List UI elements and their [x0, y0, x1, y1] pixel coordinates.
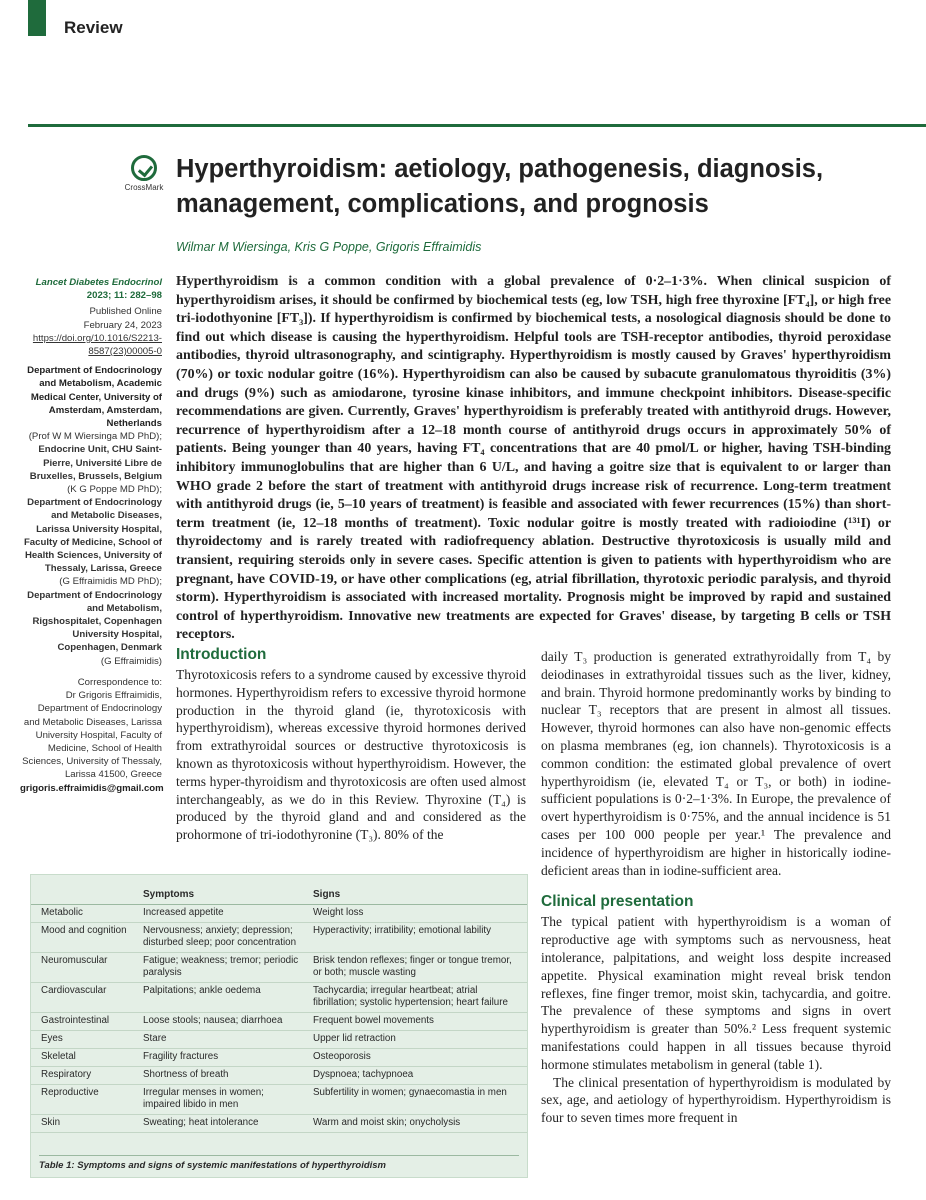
table-caption: [39, 1155, 519, 1171]
table-cell: Nervousness; anxiety; depression; disturbed sleep; poor concentration: [137, 923, 307, 953]
introduction-text: Thyrotoxicosis refers to a syndrome caused by excessive thyroid hormones. Hyperthyroidism refers to excessive thyroid hormone production in the thyroid gland (ie, thyrotoxicosis with hyperthyroidism), whereas excessive thyroid hormones derived from extrathyroidal sources or destructive thyrotoxicosis is known as thyrotoxicosis without hyperthyroidism. However, the terms hyper-thyroidism and thyrotoxicosis are often used almost interchangeably, as we do in this Review. Thyroxine (T₄) is produced by the thyroid gland and and considered as the prohormone of tri-iodothyronine (T₃). 80% of the: [176, 667, 526, 843]
section-color-tab: [28, 0, 46, 36]
table-cell: Shortness of breath: [137, 1067, 307, 1085]
affiliation: [20, 496, 162, 588]
table-cell: Dyspnoea; tachypnoea: [307, 1067, 527, 1085]
table-cell: Cardiovascular: [31, 983, 137, 1013]
table-cell: Weight loss: [307, 905, 527, 923]
table-cell: Neuromuscular: [31, 953, 137, 983]
table-row: [31, 923, 527, 953]
table-cell: Skeletal: [31, 1049, 137, 1067]
table-caption-label: Table 1:: [39, 1160, 75, 1171]
table-cell: Osteoporosis: [307, 1049, 527, 1067]
affiliation-person: (G Effraimidis): [100, 655, 162, 667]
table-cell: Loose stools; nausea; diarrhoea: [137, 1013, 307, 1031]
table-cell: Fragility fractures: [137, 1049, 307, 1067]
affiliation: [20, 364, 162, 443]
introduction-section: [176, 646, 526, 844]
table-cell: Tachycardia; irregular heartbeat; atrial fibrillation; systolic hypertension; heart failure: [307, 983, 527, 1013]
journal-name: Lancet Diabetes Endocrinol: [35, 277, 162, 288]
table-cell: Frequent bowel movements: [307, 1013, 527, 1031]
table-cell: Increased appetite: [137, 905, 307, 923]
affiliation-person: (G Effraimidis MD PhD);: [59, 576, 162, 588]
table-header: Signs: [307, 885, 527, 905]
table-cell: Upper lid retraction: [307, 1031, 527, 1049]
table-row: [31, 1067, 527, 1085]
article-title: Hyperthyroidism: aetiology, pathogenesis, diagnosis, management, complications, and prognosis: [176, 155, 824, 218]
table-cell: Sweating; heat intolerance: [137, 1115, 307, 1133]
table-cell: Stare: [137, 1031, 307, 1049]
published-date: February 24, 2023: [83, 319, 162, 331]
affiliation: [20, 443, 162, 496]
abstract: Hyperthyroidism is a common condition with a global prevalence of 0·2–1·3%. When clinical suspicion of hyperthyroidism arises, it should be confirmed by biochemical tests (eg, low TSH, high free thyroxine [FT₄], or high free tri-iodothyonine [FT₃]). If hyperthyroidism is confirmed by biochemical tests, a nosological diagnosis should be done to find out which disease is causing the hyperthyroidism. Helpful tools are TSH-receptor antibodies, thyroid peroxidase antibodies, thyroid ultrasonography, and scintigraphy. Hyperthyroidism is mostly caused by Graves' hyperthyroidism (70%) or toxic nodular goitre (16%). Hyperthyroidism can also be caused by subacute granulomatous thyroiditis (3%) and drugs (9%) such as amiodarone, tyrosine kinase inhibitors, and immune checkpoint inhibitors. Disease-specific recommendations are given. Currently, Graves' hyperthyroidism is preferably treated with antithyroid drugs. However, recurrence of hyperthyroidism after a 12–18 month course of antithyroid drugs occurs in approximately 50% of patients. Being younger than 40 years, having FT₄ concentrations that are 40 pmol/L or higher, having TSH-binding inhibitory immunoglobulins that are higher than 6 U/L, and having a goitre size that is equivalent to or larger than WHO grade 2 before the start of treatment with antithyroid drugs increase risk of recurrence. Long-term treatment with antithyroid drugs (ie, 5–10 years of treatment) is feasible and associated with fewer recurrences (15%) than short-term treatment (ie, 12–18 months of treatment). Toxic nodular goitre is mostly treated with radioiodine (¹³¹I) or thyroidectomy and is rarely treated with radiofrequency ablation. Destructive thyrotoxicosis is usually mild and transient, requiring steroids only in severe cases. Specific attention is given to patients with hyperthyroidism who are pregnant, have COVID-19, or have other complications (eg, atrial fibrillation, thyrotoxic periodic paralysis, and thyroid storm). Hyperthyroidism is associated with increased mortality. Prognosis might be improved by rapid and sustained control of hyperthyroidism. Innovative new treatments are expected for Graves' disease, by targeting B cells or TSH receptors.: [176, 274, 891, 643]
table-cell: Brisk tendon reflexes; finger or tongue tremor, or both; muscle wasting: [307, 953, 527, 983]
table-cell: Warm and moist skin; onycholysis: [307, 1115, 527, 1133]
author-list: Wilmar M Wiersinga, Kris G Poppe, Grigoris Effraimidis: [176, 240, 482, 254]
affiliation-text: Department of Endocrinology and Metabolic Diseases, Larissa University Hospital, Faculty of Medicine, School of Health Sciences, University of Thessaly, Larissa, Greece: [23, 497, 162, 575]
introduction-heading: Introduction: [176, 646, 267, 663]
correspondence-address: Dr Grigoris Effraimidis, Department of Endocrinology and Metabolic Diseases, Larissa University Hospital, Faculty of Medicine, School of Health Sciences, University of Thessaly, Larissa 41500, Greece: [22, 690, 162, 781]
table-cell: Gastrointestinal: [31, 1013, 137, 1031]
table-cell: Respiratory: [31, 1067, 137, 1085]
right-column: [541, 648, 891, 1127]
affiliation-text: Department of Endocrinology and Metabolism, Academic Medical Center, University of Amsterdam, Amsterdam, Netherlands: [27, 365, 162, 430]
crossmark-icon: [131, 155, 157, 181]
table-row: [31, 1085, 527, 1115]
header-rule: [28, 124, 926, 127]
table-cell: Mood and cognition: [31, 923, 137, 953]
crossmark-button[interactable]: [124, 155, 164, 192]
crossmark-label: CrossMark: [124, 183, 164, 192]
table-1: [30, 874, 528, 1178]
table-cell: Palpitations; ankle oedema: [137, 983, 307, 1013]
clinical-presentation-p1: The typical patient with hyperthyroidism is a woman of reproductive age with symptoms such as nervousness, heat intolerance, palpitations, and weight loss despite increased appetite. Physical examination might reveal brisk tendon reflexes, fine finger tremor, moist skin, tachycardia, and goitre. The prevalence of these symptoms and signs in overt hyperthyroidism is greater than 50%.² Less frequent systemic manifestations could happen in all tissues because thyroid hormone stimulates metabolism in general (table 1).: [541, 914, 891, 1072]
affiliation-person: (Prof W M Wiersinga MD PhD);: [28, 431, 162, 443]
table-caption-text: Symptoms and signs of systemic manifestations of hyperthyroidism: [77, 1160, 387, 1171]
table-row: [31, 1013, 527, 1031]
correspondence-label: Correspondence to:: [77, 676, 162, 688]
article-sidebar: [20, 276, 162, 795]
table-header-row: [31, 885, 527, 905]
table-row: [31, 1115, 527, 1133]
table-cell: Fatigue; weakness; tremor; periodic paralysis: [137, 953, 307, 983]
table-cell: Hyperactivity; irratibility; emotional lability: [307, 923, 527, 953]
clinical-presentation-p2: The clinical presentation of hyperthyroidism is modulated by sex, age, and aetiology of hyperthyroidism. Hyperthyroidism is four to seven times more frequent in: [541, 1074, 891, 1126]
correspondence-email[interactable]: grigoris.effraimidis@gmail.com: [20, 782, 164, 794]
table-cell: Eyes: [31, 1031, 137, 1049]
table-cell: Skin: [31, 1115, 137, 1133]
table-header: [31, 885, 137, 905]
table-cell: Reproductive: [31, 1085, 137, 1115]
table-cell: Metabolic: [31, 905, 137, 923]
table-cell: Irregular menses in women; impaired libido in men: [137, 1085, 307, 1115]
section-label: Review: [64, 18, 123, 37]
published-label: Published Online: [89, 306, 162, 318]
introduction-continuation: daily T₃ production is generated extrathyroidally from T₄ by deiodinases in extrathyroidal tissues such as the liver, kidney, and brain. Thyroid hormone predominantly works by binding to nuclear T₃ receptors that are present in almost all tissues. However, thyroid hormones can also have non-genomic effects on plasma membranes (eg, ion channels). Thyrotoxicosis is a common condition: the estimated global prevalence of overt hyperthyroidism (ie, elevated T₄ or T₃, or both) in iodine-sufficient populations is 0·2–1·3%. In Europe, the prevalence of overt hyperthyroidism is 0·75%, and the annual incidence is 51 cases per 100 000 people per year.¹ The prevalence and incidence of hyperthyroidism are higher in historically iodine-deficient areas than in iodine-sufficient area.: [541, 649, 891, 878]
affiliation: [20, 589, 162, 668]
table-row: [31, 1049, 527, 1067]
affiliation-text: Endocrine Unit, CHU Saint-Pierre, Université Libre de Bruxelles, Brussels, Belgium: [29, 444, 162, 482]
clinical-presentation-heading: Clinical presentation: [541, 893, 694, 911]
affiliation-text: Department of Endocrinology and Metabolism, Rigshospitalet, Copenhagen University Hospital, Copenhagen, Denmark: [27, 589, 162, 654]
symptoms-signs-table: [31, 885, 527, 1133]
doi-link[interactable]: https://doi.org/10.1016/S2213-8587(23)00005-0: [32, 332, 162, 358]
table-row: [31, 953, 527, 983]
table-row: [31, 905, 527, 923]
table-cell: Subfertility in women; gynaecomastia in men: [307, 1085, 527, 1115]
journal-volume: 2023; 11: 282–98: [86, 290, 162, 302]
affiliation-person: (K G Poppe MD PhD);: [67, 484, 162, 496]
table-header: Symptoms: [137, 885, 307, 905]
table-row: [31, 1031, 527, 1049]
table-row: [31, 983, 527, 1013]
